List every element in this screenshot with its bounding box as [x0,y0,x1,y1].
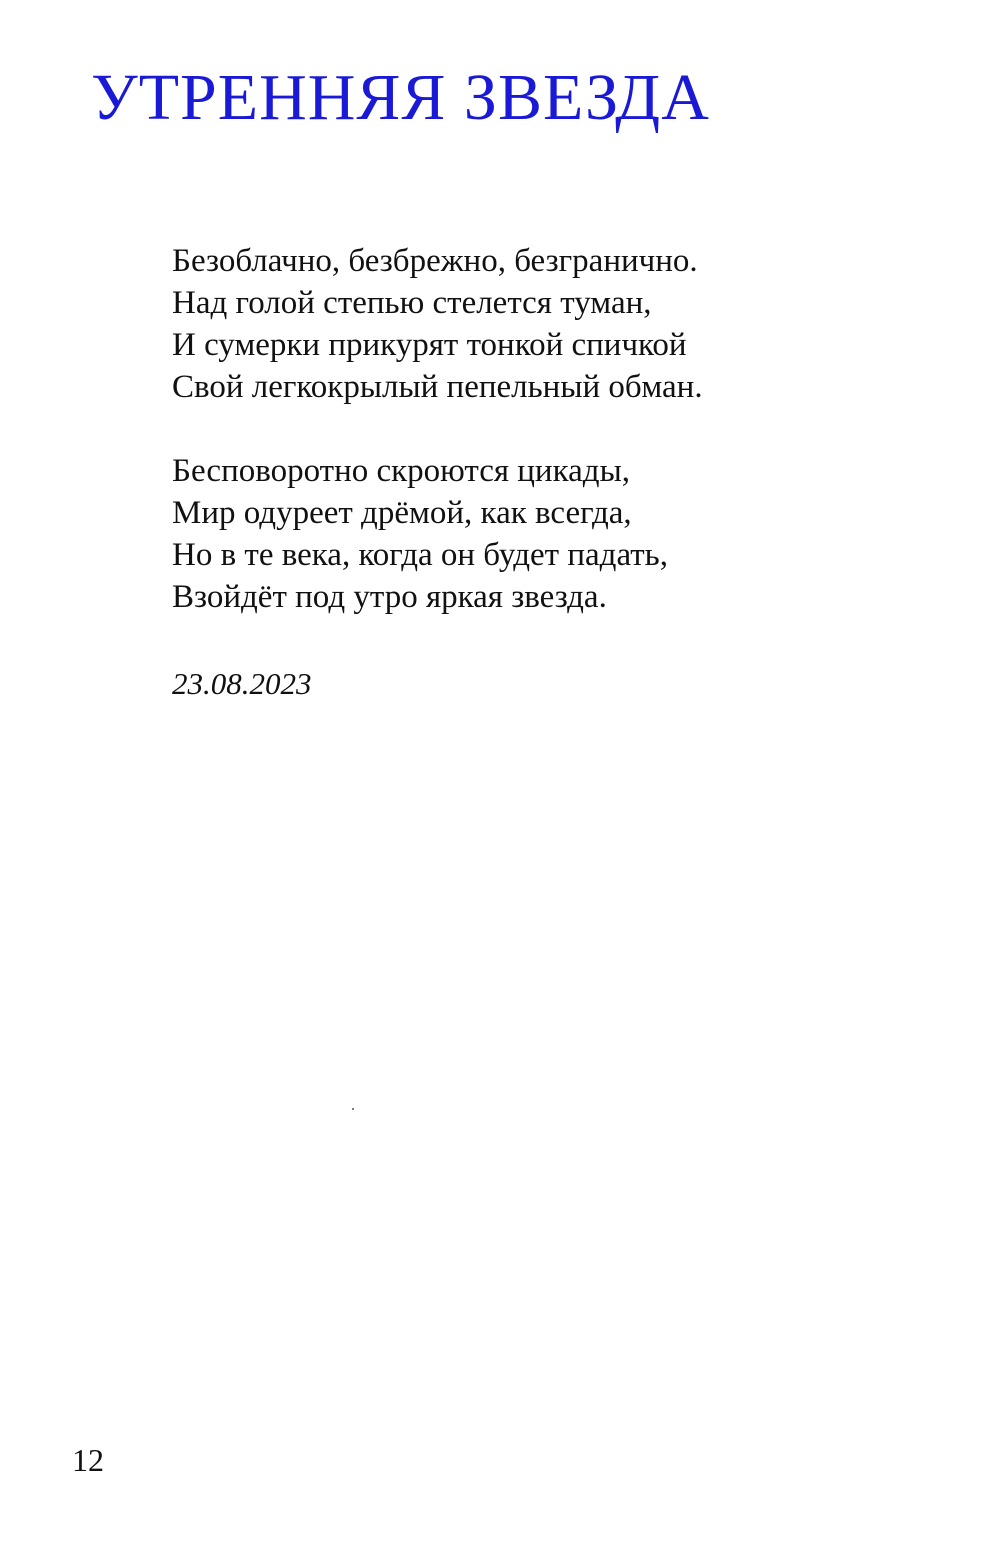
poem-line: Безоблачно, безбрежно, безгранично. [172,243,698,279]
poem-body [172,240,703,660]
poem-line: И сумерки прикурят тонкой спичкой [172,327,687,363]
stanza-2 [172,450,703,618]
poem-line: Но в те века, когда он будет падать, [172,537,668,573]
page-number: 12 [72,1442,104,1478]
poem-title: УТРЕННЯЯ ЗВЕЗДА [91,61,710,134]
poem-line: Бесповоротно скроются цикады, [172,453,630,489]
poem-line: Свой легкокрылый пепельный обман. [172,369,703,405]
stanza-1 [172,240,703,408]
poem-line: Над голой степью стелется туман, [172,285,652,321]
poem-line: Взойдёт под утро яркая звезда. [172,579,607,615]
poem-line: Мир одуреет дрёмой, как всегда, [172,495,632,531]
poem-date: 23.08.2023 [172,666,312,701]
print-speck [352,1108,354,1110]
